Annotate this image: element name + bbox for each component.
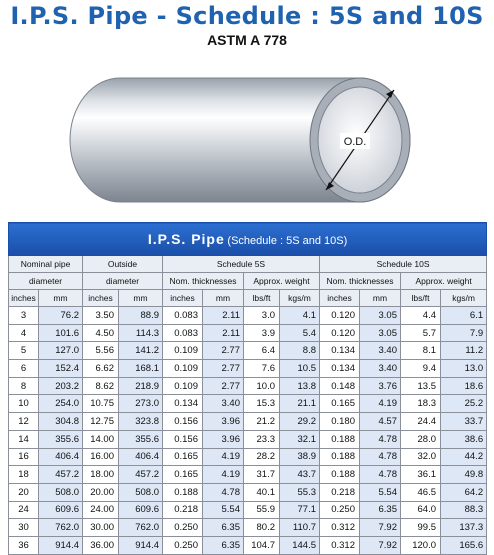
header-10s-weight: Approx. weight <box>401 273 487 290</box>
table-row <box>9 519 487 537</box>
table-cell: 55.3 <box>280 483 320 501</box>
table-cell: 23.3 <box>244 430 280 448</box>
table-cell: 0.188 <box>163 483 203 501</box>
table-row <box>9 342 487 360</box>
table-cell: 8.62 <box>83 377 119 395</box>
table-cell: 2.77 <box>203 342 244 360</box>
table-cell: 12.75 <box>83 413 119 431</box>
header-outside: Outside <box>83 256 163 273</box>
table-cell: 3.0 <box>244 307 280 325</box>
table-cell: 114.3 <box>119 324 163 342</box>
table-cell: 3.50 <box>83 307 119 325</box>
table-cell: 127.0 <box>39 342 83 360</box>
table-cell: 20.00 <box>83 483 119 501</box>
table-cell: 44.2 <box>441 448 487 466</box>
table-cell: 88.9 <box>119 307 163 325</box>
table-cell: 24 <box>9 501 39 519</box>
table-cell: 141.2 <box>119 342 163 360</box>
table-cell: 8.8 <box>280 342 320 360</box>
table-cell: 355.6 <box>119 430 163 448</box>
table-cell: 99.5 <box>401 519 441 537</box>
table-cell: 104.7 <box>244 536 280 554</box>
table-cell: 914.4 <box>119 536 163 554</box>
table-cell: 7.92 <box>360 536 401 554</box>
table-row <box>9 430 487 448</box>
unit-cell: mm <box>39 290 83 307</box>
table-cell: 144.5 <box>280 536 320 554</box>
table-cell: 30.00 <box>83 519 119 537</box>
table-row <box>9 501 487 519</box>
table-cell: 77.1 <box>280 501 320 519</box>
table-row <box>9 395 487 413</box>
table-cell: 0.250 <box>163 519 203 537</box>
table-cell: 0.218 <box>163 501 203 519</box>
table-cell: 0.134 <box>163 395 203 413</box>
table-cell: 24.00 <box>83 501 119 519</box>
table-cell: 24.4 <box>401 413 441 431</box>
table-cell: 4.78 <box>360 430 401 448</box>
table-cell: 76.2 <box>39 307 83 325</box>
table-cell: 0.165 <box>163 448 203 466</box>
table-cell: 508.0 <box>39 483 83 501</box>
table-cell: 609.6 <box>39 501 83 519</box>
table-cell: 4.19 <box>203 448 244 466</box>
table-cell: 101.6 <box>39 324 83 342</box>
table-banner <box>9 223 487 256</box>
table-cell: 762.0 <box>119 519 163 537</box>
header-5s-thickness: Nom. thicknesses <box>163 273 244 290</box>
table-cell: 4.19 <box>360 395 401 413</box>
table-cell: 4.50 <box>83 324 119 342</box>
table-cell: 28.0 <box>401 430 441 448</box>
table-cell: 3.40 <box>360 360 401 378</box>
table-row <box>9 466 487 484</box>
header-schedule-10s: Schedule 10S <box>320 256 487 273</box>
unit-cell: inches <box>9 290 39 307</box>
unit-cell: inches <box>320 290 360 307</box>
table-cell: 16.00 <box>83 448 119 466</box>
table-cell: 29.2 <box>280 413 320 431</box>
unit-cell: kgs/m <box>441 290 487 307</box>
pipe-illustration <box>0 50 494 220</box>
table-row <box>9 448 487 466</box>
table-cell: 168.1 <box>119 360 163 378</box>
table-cell: 7.92 <box>360 519 401 537</box>
table-cell: 20 <box>9 483 39 501</box>
table-cell: 2.77 <box>203 377 244 395</box>
table-cell: 0.218 <box>320 483 360 501</box>
table-cell: 2.11 <box>203 307 244 325</box>
table-cell: 152.4 <box>39 360 83 378</box>
table-cell: 0.165 <box>163 466 203 484</box>
table-cell: 88.3 <box>441 501 487 519</box>
table-cell: 30 <box>9 519 39 537</box>
table-row <box>9 324 487 342</box>
table-cell: 64.2 <box>441 483 487 501</box>
table-cell: 3.40 <box>360 342 401 360</box>
table-cell: 49.8 <box>441 466 487 484</box>
table-cell: 165.6 <box>441 536 487 554</box>
table-cell: 14 <box>9 430 39 448</box>
header-5s-weight: Approx. weight <box>244 273 320 290</box>
table-cell: 914.4 <box>39 536 83 554</box>
table-cell: 110.7 <box>280 519 320 537</box>
table-cell: 43.7 <box>280 466 320 484</box>
table-cell: 4.78 <box>360 466 401 484</box>
table-cell: 6.35 <box>203 519 244 537</box>
table-cell: 0.312 <box>320 519 360 537</box>
unit-cell: mm <box>360 290 401 307</box>
table-cell: 8 <box>9 377 39 395</box>
header-10s-thickness: Nom. thicknesses <box>320 273 401 290</box>
table-cell: 0.180 <box>320 413 360 431</box>
table-cell: 0.188 <box>320 430 360 448</box>
table-cell: 4.78 <box>203 483 244 501</box>
table-cell: 38.9 <box>280 448 320 466</box>
od-label: O.D. <box>343 136 367 148</box>
table-cell: 3.40 <box>203 395 244 413</box>
table-row <box>9 360 487 378</box>
table-cell: 120.0 <box>401 536 441 554</box>
table-cell: 2.77 <box>203 360 244 378</box>
table-cell: 10.5 <box>280 360 320 378</box>
table-cell: 4 <box>9 324 39 342</box>
table-cell: 13.0 <box>441 360 487 378</box>
unit-cell: kgs/m <box>280 290 320 307</box>
table-cell: 16 <box>9 448 39 466</box>
table-cell: 0.250 <box>320 501 360 519</box>
table-row <box>9 307 487 325</box>
table-cell: 0.109 <box>163 360 203 378</box>
table-cell: 6 <box>9 360 39 378</box>
unit-cell: mm <box>203 290 244 307</box>
standard-label: ASTM A 778 <box>207 32 287 48</box>
table-cell: 355.6 <box>39 430 83 448</box>
table-cell: 5.56 <box>83 342 119 360</box>
table-row <box>9 536 487 554</box>
table-cell: 5.4 <box>280 324 320 342</box>
table-cell: 2.11 <box>203 324 244 342</box>
table-cell: 0.156 <box>163 413 203 431</box>
table-cell: 0.120 <box>320 307 360 325</box>
table-cell: 762.0 <box>39 519 83 537</box>
table-cell: 0.134 <box>320 360 360 378</box>
table-cell: 36 <box>9 536 39 554</box>
table-cell: 0.156 <box>163 430 203 448</box>
table-cell: 4.4 <box>401 307 441 325</box>
table-cell: 323.8 <box>119 413 163 431</box>
table-cell: 21.2 <box>244 413 280 431</box>
table-cell: 12 <box>9 413 39 431</box>
table-cell: 0.312 <box>320 536 360 554</box>
table-cell: 218.9 <box>119 377 163 395</box>
table-cell: 13.5 <box>401 377 441 395</box>
pipe-table <box>8 222 486 555</box>
table-cell: 457.2 <box>39 466 83 484</box>
table-cell: 11.2 <box>441 342 487 360</box>
table-cell: 508.0 <box>119 483 163 501</box>
table-cell: 5.54 <box>360 483 401 501</box>
table-row <box>9 413 487 431</box>
table-cell: 32.0 <box>401 448 441 466</box>
table-cell: 0.083 <box>163 307 203 325</box>
table-cell: 406.4 <box>119 448 163 466</box>
table-cell: 5.54 <box>203 501 244 519</box>
table-cell: 3.05 <box>360 324 401 342</box>
table-cell: 6.4 <box>244 342 280 360</box>
table-cell: 33.7 <box>441 413 487 431</box>
table-cell: 15.3 <box>244 395 280 413</box>
table-cell: 0.250 <box>163 536 203 554</box>
header-outside-diameter: diameter <box>83 273 163 290</box>
table-row <box>9 377 487 395</box>
table-cell: 0.134 <box>320 342 360 360</box>
unit-cell: inches <box>163 290 203 307</box>
table-cell: 25.2 <box>441 395 487 413</box>
header-nominal-diameter: diameter <box>9 273 83 290</box>
table-cell: 36.00 <box>83 536 119 554</box>
table-cell: 8.1 <box>401 342 441 360</box>
table-cell: 406.4 <box>39 448 83 466</box>
table-cell: 10.0 <box>244 377 280 395</box>
table-cell: 7.9 <box>441 324 487 342</box>
table-cell: 254.0 <box>39 395 83 413</box>
table-cell: 18 <box>9 466 39 484</box>
table-cell: 36.1 <box>401 466 441 484</box>
table-cell: 3.76 <box>360 377 401 395</box>
table-cell: 4.57 <box>360 413 401 431</box>
table-cell: 7.6 <box>244 360 280 378</box>
banner-title: I.P.S. Pipe <box>147 231 225 247</box>
table-cell: 4.19 <box>203 466 244 484</box>
header-schedule-5s: Schedule 5S <box>163 256 320 273</box>
table-cell: 304.8 <box>39 413 83 431</box>
table-cell: 38.6 <box>441 430 487 448</box>
table-cell: 6.35 <box>360 501 401 519</box>
table-cell: 0.165 <box>320 395 360 413</box>
table-cell: 3.05 <box>360 307 401 325</box>
unit-cell: lbs/ft <box>401 290 441 307</box>
table-cell: 40.1 <box>244 483 280 501</box>
header-nominal-pipe: Nominal pipe <box>9 256 83 273</box>
table-cell: 32.1 <box>280 430 320 448</box>
table-cell: 5.7 <box>401 324 441 342</box>
table-cell: 457.2 <box>119 466 163 484</box>
table-cell: 21.1 <box>280 395 320 413</box>
table-cell: 9.4 <box>401 360 441 378</box>
table-cell: 3.9 <box>244 324 280 342</box>
table-cell: 4.1 <box>280 307 320 325</box>
table-cell: 18.6 <box>441 377 487 395</box>
table-cell: 0.109 <box>163 342 203 360</box>
table-cell: 3 <box>9 307 39 325</box>
table-cell: 6.62 <box>83 360 119 378</box>
table-cell: 80.2 <box>244 519 280 537</box>
table-cell: 0.083 <box>163 324 203 342</box>
table-cell: 18.3 <box>401 395 441 413</box>
table-cell: 273.0 <box>119 395 163 413</box>
unit-cell: inches <box>83 290 119 307</box>
table-cell: 13.8 <box>280 377 320 395</box>
page-title: I.P.S. Pipe - Schedule : 5S and 10S <box>10 2 484 30</box>
table-cell: 18.00 <box>83 466 119 484</box>
table-cell: 46.5 <box>401 483 441 501</box>
unit-cell: mm <box>119 290 163 307</box>
table-cell: 55.9 <box>244 501 280 519</box>
table-cell: 6.35 <box>203 536 244 554</box>
table-cell: 31.7 <box>244 466 280 484</box>
table-cell: 14.00 <box>83 430 119 448</box>
banner-subtitle: (Schedule : 5S and 10S) <box>227 235 348 247</box>
table-cell: 0.188 <box>320 466 360 484</box>
table-cell: 137.3 <box>441 519 487 537</box>
table-cell: 6.1 <box>441 307 487 325</box>
table-cell: 0.188 <box>320 448 360 466</box>
table-cell: 10 <box>9 395 39 413</box>
table-cell: 3.96 <box>203 413 244 431</box>
table-cell: 0.120 <box>320 324 360 342</box>
unit-cell: lbs/ft <box>244 290 280 307</box>
table-cell: 203.2 <box>39 377 83 395</box>
table-cell: 64.0 <box>401 501 441 519</box>
table-row <box>9 483 487 501</box>
table-cell: 0.109 <box>163 377 203 395</box>
table-cell: 3.96 <box>203 430 244 448</box>
units-row <box>9 290 487 307</box>
table-cell: 5 <box>9 342 39 360</box>
table-cell: 4.78 <box>360 448 401 466</box>
table-cell: 609.6 <box>119 501 163 519</box>
table-cell: 28.2 <box>244 448 280 466</box>
table-cell: 10.75 <box>83 395 119 413</box>
table-cell: 0.148 <box>320 377 360 395</box>
